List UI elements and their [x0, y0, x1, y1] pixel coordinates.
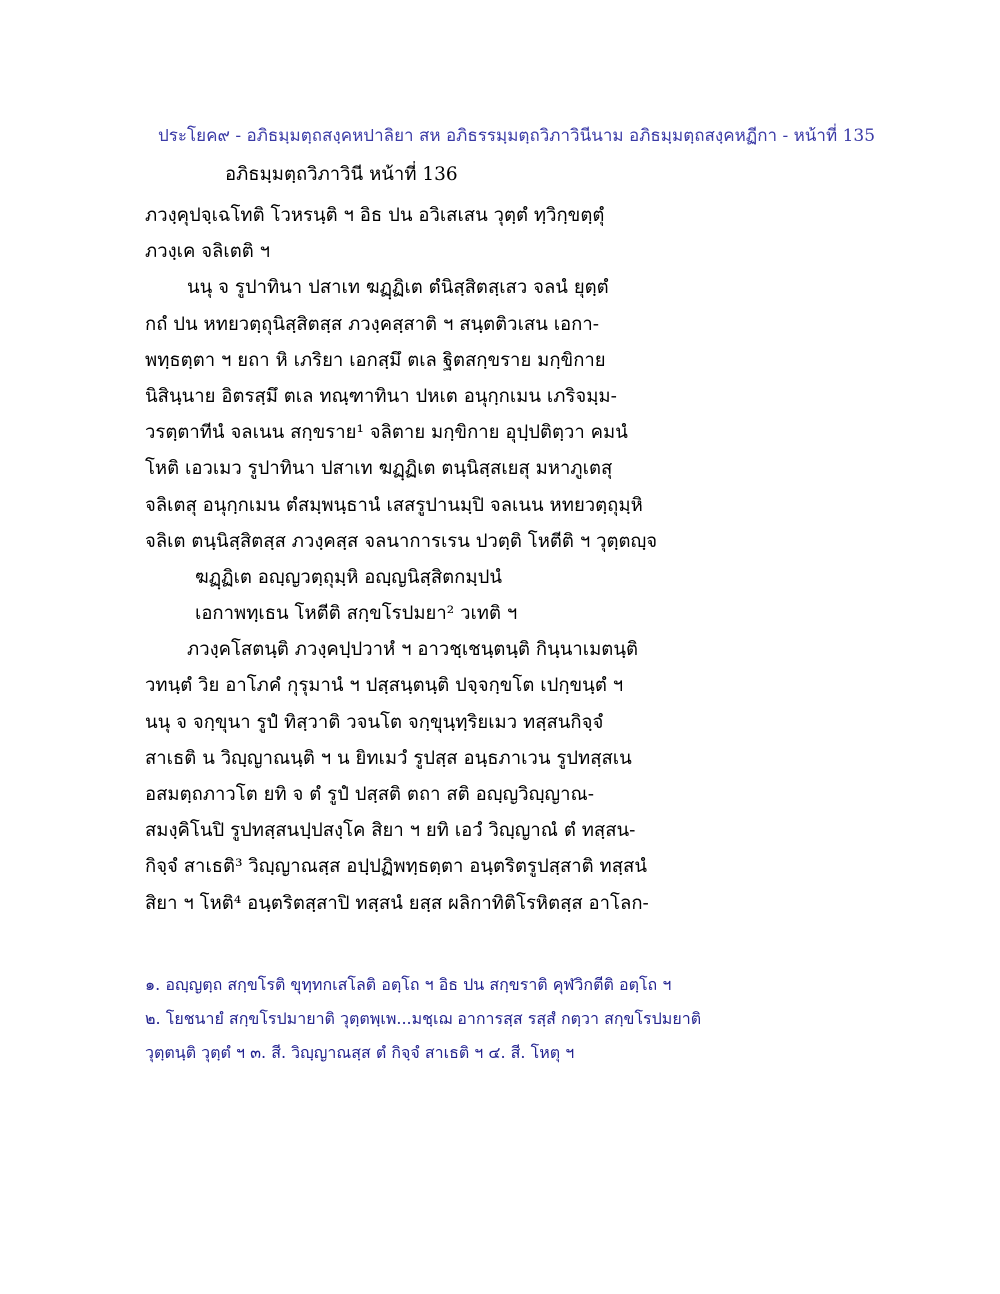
page-subtitle: อภิธมฺมตฺถวิภาวินี หน้าที่ 136	[225, 164, 458, 185]
body-line: โหติ เอวเมว รูปาทินา ปสาเท ฆฏฺฏิเต ตนฺนิสฺสเยสุ มหาภูเตสุ	[145, 458, 613, 480]
body-line: กิจฺจํ สาเธติ³ วิญฺญาณสฺส อปฺปฏิพทฺธตฺตา อนฺตริตรูปสฺสาติ ทสฺสนํ	[145, 856, 647, 878]
body-line: จลิเต ตนฺนิสฺสิตสฺส ภวงฺคสฺส จลนาการเรน ปวตฺติ โหตีติ ฯ วุตฺตญฺจ	[145, 530, 658, 552]
verse-line: เอกาพทฺเธน โหตีติ สกฺขโรปมยา² วเทติ ฯ	[195, 603, 518, 625]
footnote-line: ๑. อญฺญตฺถ สกฺขโรติ ขุทฺทกเสโลติ อตฺโถ ฯ อิธ ปน สกฺขราติ คุฬวิกตีติ อตฺโถ ฯ	[145, 975, 672, 994]
body-line: อสมตฺถภาวโต ยทิ จ ตํ รูปํ ปสฺสติ ตถา สติ อญฺญวิญฺญาณ-	[145, 784, 594, 805]
body-line: จลิเตสุ อนุกฺกเมน ตํสมฺพนฺธานํ เสสรูปานมฺปิ จลเนน หทยวตฺถุมฺหิ	[145, 494, 643, 516]
body-line: นิสินฺนาย อิตรสฺมึ ตเล ทณฺฑาทินา ปหเต อนุกฺกเมน เภริจมฺม-	[145, 385, 617, 407]
body-line: ภวงฺคุปจฺเฉโทติ โวหรนฺติ ฯ อิธ ปน อวิเสเสน วุตฺตํ ทฺวิกฺขตฺตุํ	[145, 205, 605, 226]
footnote-line: ๒. โยชนายํ สกฺขโรปมายาติ วุตฺตพฺเพ...มชฺเฌ อาการสฺส รสฺสํ กตฺวา สกฺขโรปมยาติ	[145, 1009, 702, 1028]
footnote-line: วุตฺตนฺติ วุตฺตํ ฯ ๓. สี. วิญฺญาณสฺส ตํ กิจฺจํ สาเธติ ฯ ๔. สี. โหตุ ฯ	[145, 1043, 575, 1062]
verse-line: ฆฏฺฏิเต อญฺญวตฺถุมฺหิ อญฺญนิสฺสิตกมฺปนํ	[195, 566, 502, 588]
body-line: นนุ จ รูปาทินา ปสาเท ฆฏฺฏิเต ตํนิสฺสิตสฺเสว จลนํ ยุตฺตํ	[187, 277, 609, 299]
body-line: วทนฺตํ วิย อาโภคํ กุรุมานํ ฯ ปสฺสนฺตนฺติ ปจฺจกฺขโต เปกฺขนฺตํ ฯ	[145, 675, 624, 697]
body-line: สิยา ฯ โหติ⁴ อนฺตริตสฺสาปิ ทสฺสนํ ยสฺส ผลิกาทิติโรหิตสฺส อาโลก-	[145, 892, 649, 914]
body-line: ภวงฺเค จลิเตติ ฯ	[145, 241, 270, 263]
body-line: พทฺธตฺตา ฯ ยถา หิ เภริยา เอกสฺมึ ตเล ฐิตสกฺขราย มกฺขิกาย	[145, 349, 606, 371]
page-header: ประโยค๙ - อภิธมฺมตฺถสงฺคหปาลิยา สห อภิธรรมฺมตฺถวิภาวินีนาม อภิธมฺมตฺถสงฺคหฏีกา - หน้าที่ 135	[158, 126, 876, 146]
footnotes	[145, 968, 865, 1070]
body-line: กถํ ปน หทยวตฺถุนิสฺสิตสฺส ภวงฺคสฺสาติ ฯ สนฺตติวเสน เอกา-	[145, 313, 599, 335]
body-line: ภวงฺคโสตนฺติ ภวงฺคปฺปวาหํ ฯ อาวชฺเชนฺตนฺติ กินฺนาเมตนฺติ	[187, 639, 638, 661]
body-line: สมงฺคิโนปิ รูปทสฺสนปฺปสงฺโค สิยา ฯ ยทิ เอวํ วิญฺญาณํ ตํ ทสฺสน-	[145, 820, 636, 842]
body-line: สาเธติ น วิญฺญาณนฺติ ฯ น ยิทเมวํ รูปสฺส อนฺธภาเวน รูปทสฺสเน	[145, 747, 632, 769]
body-line: นนุ จ จกฺขุนา รูปํ ทิสฺวาติ วจนโต จกฺขุนฺทฺริยเมว ทสฺสนกิจฺจํ	[145, 711, 604, 733]
body-line: วรตฺตาทีนํ จลเนน สกฺขราย¹ จลิตาย มกฺขิกาย อุปฺปติตฺวา คมนํ	[145, 422, 628, 444]
body-text	[145, 198, 865, 922]
